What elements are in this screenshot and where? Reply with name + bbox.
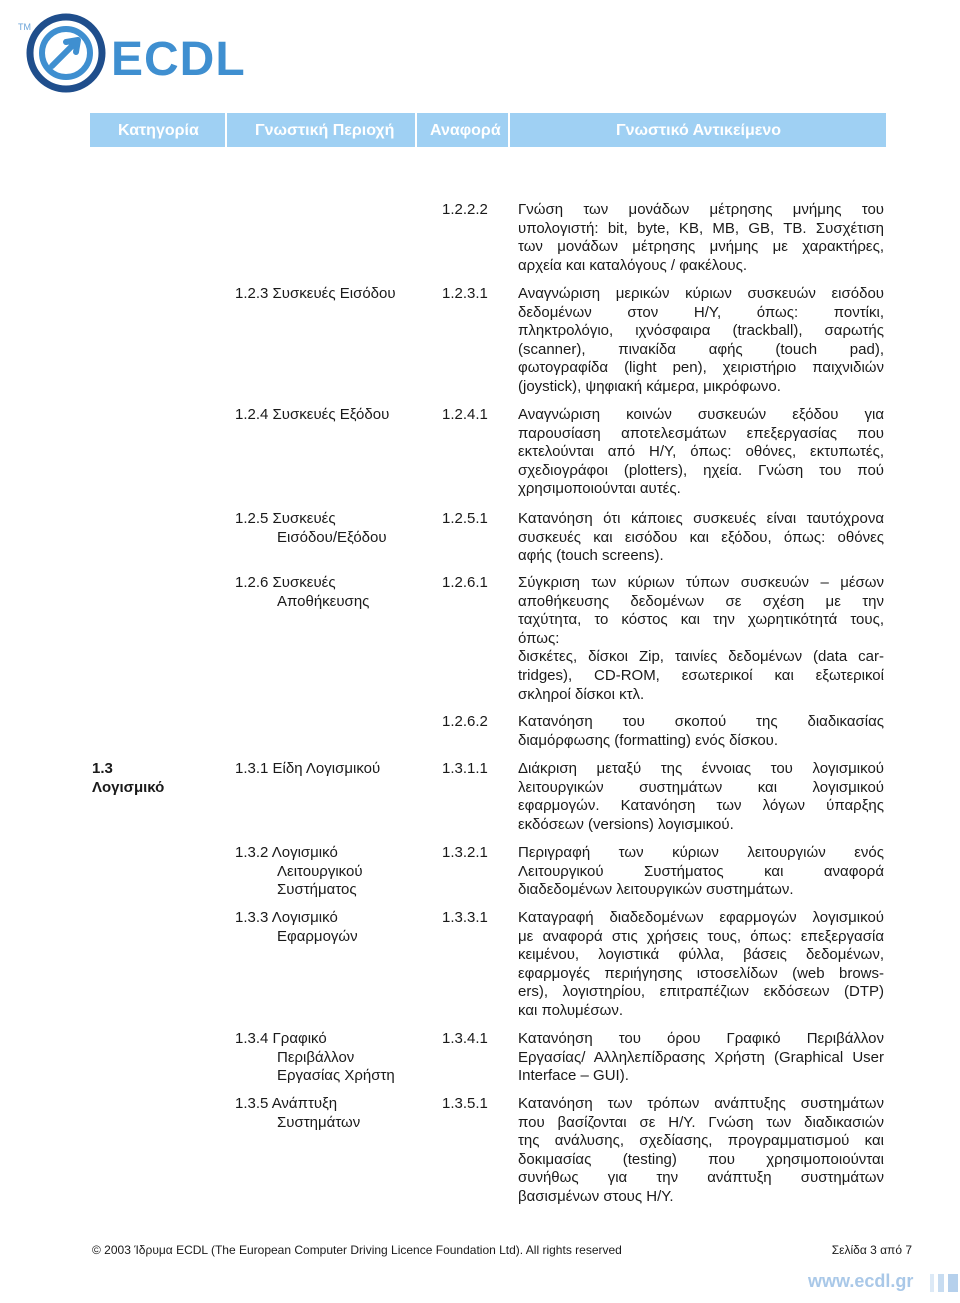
knowledge-area-line: 1.2.4 Συσκευές Εξόδου xyxy=(235,406,390,423)
knowledge-area-line: Περιβάλλον xyxy=(277,1048,355,1066)
knowledge-area-line: 1.3.2 Λογισμικό xyxy=(235,844,338,861)
knowledge-item-line: συνήθως για την ανάπτυξη συστημάτων xyxy=(518,1169,884,1187)
row-knowledge-item xyxy=(518,760,884,834)
row-knowledge-item xyxy=(518,574,884,704)
knowledge-item-line: Αναγνώριση κοινών συσκευών εξόδου για xyxy=(518,406,884,423)
knowledge-area-line: Συστημάτων xyxy=(277,1113,361,1131)
header-reference: Αναφορά xyxy=(430,122,501,139)
row-knowledge-item xyxy=(518,713,884,750)
ecdl-logo xyxy=(8,8,248,98)
knowledge-area-line: Συστήματος xyxy=(277,881,357,899)
knowledge-item-line: συσκευές και εισόδου και εξόδου, όπως: οθόνες xyxy=(518,528,884,546)
knowledge-area-line: 1.2.6 Συσκευές xyxy=(235,574,336,591)
row-knowledge-area xyxy=(235,510,435,547)
header-category: Κατηγορία xyxy=(118,122,199,139)
knowledge-area-line: Αποθήκευσης xyxy=(277,592,370,610)
knowledge-item-line: εφαρμογών. Κατανόηση των λόγων ύπαρξης xyxy=(518,797,884,815)
knowledge-item-line: σκληροί δίσκοι κτλ. xyxy=(518,685,645,703)
knowledge-item-line: της ανάλυσης, σχεδίασης, προγραμματισμού και xyxy=(518,1132,884,1150)
row-knowledge-area xyxy=(235,909,435,946)
knowledge-item-line: πληκτρολόγιο, ιχνόσφαιρα (trackball), σαρωτής xyxy=(518,322,884,340)
knowledge-area-line: Εργασίας Χρήστη xyxy=(277,1067,395,1085)
page-footer xyxy=(92,1243,912,1257)
table-header xyxy=(90,113,886,147)
knowledge-item-line: Γνώση των μονάδων μέτρησης μνήμης του xyxy=(518,201,884,218)
knowledge-area-line: 1.3.5 Ανάπτυξη xyxy=(235,1095,338,1112)
header-divider xyxy=(508,113,510,147)
knowledge-item-line: Διάκριση μεταξύ της έννοιας του λογισμικού xyxy=(518,760,884,777)
logo-wordmark: ECDL xyxy=(111,33,246,86)
row-knowledge-area xyxy=(235,285,435,304)
row-knowledge-item xyxy=(518,201,884,275)
knowledge-item-line: υπολογιστή: bit, byte, KB, MB, GB, TB. Συσχέτιση xyxy=(518,219,884,237)
knowledge-item-line: Αναγνώριση μερικών κύριων συσκευών εισόδου xyxy=(518,285,884,302)
knowledge-item-line: αποθήκευσης δεδομένων σε σχέση με την xyxy=(518,592,884,610)
knowledge-item-line: των μονάδων μέτρησης μνήμης με χαρακτήρες, xyxy=(518,238,884,256)
knowledge-item-line: εκτελούνται από Η/Υ, όπως: οθόνες, εκτυπωτές, xyxy=(518,443,884,461)
knowledge-area-line: Λειτουργικού xyxy=(277,862,363,880)
knowledge-item-line: ταχύτητα, το κόστος και την χωρητικότητά τους, xyxy=(518,611,884,629)
footer-url[interactable]: www.ecdl.gr xyxy=(808,1271,914,1291)
row-reference: 1.2.6.2 xyxy=(442,713,488,730)
row-knowledge-area xyxy=(235,574,435,611)
knowledge-area-line: Εισόδου/Εξόδου xyxy=(277,528,387,546)
knowledge-item-line: tridges), CD-ROM, εσωτερικοί και εξωτερικοί xyxy=(518,666,884,684)
header-knowledge-item: Γνωστικό Αντικείμενο xyxy=(616,122,782,139)
knowledge-item-line: Λειτουργικού Συστήματος και αναφορά xyxy=(518,862,884,880)
row-reference: 1.2.2.2 xyxy=(442,201,488,218)
row-knowledge-item xyxy=(518,844,884,900)
row-knowledge-area xyxy=(235,1030,435,1086)
knowledge-item-line: και πολυμέσων. xyxy=(518,1001,623,1019)
row-reference: 1.3.3.1 xyxy=(442,909,488,926)
globe-icon xyxy=(16,8,116,98)
knowledge-item-line: Σύγκριση των κύριων τύπων συσκευών – μέσων xyxy=(518,574,884,591)
knowledge-item-line: Περιγραφή των κύριων λειτουργιών ενός xyxy=(518,844,884,861)
row-reference: 1.3.4.1 xyxy=(442,1030,488,1047)
row-knowledge-item xyxy=(518,1095,884,1207)
knowledge-item-line: διαμόρφωσης (formatting) ενός δίσκου. xyxy=(518,731,779,749)
knowledge-item-line: αφής (touch screens). xyxy=(518,547,664,565)
knowledge-item-line: με αναφορά στις χρήσεις τους, όπως: επεξεργασία xyxy=(518,927,884,945)
knowledge-item-line: που βασίζονται σε Η/Υ. Γνώση των διαδικασιών xyxy=(518,1113,884,1131)
trademark-mark: TM xyxy=(18,22,31,32)
knowledge-item-line: δεδομένων στον Η/Υ, όπως: ποντίκι, xyxy=(518,303,884,321)
row-reference: 1.2.5.1 xyxy=(442,510,488,527)
row-knowledge-item xyxy=(518,510,884,566)
header-divider xyxy=(225,113,227,147)
row-knowledge-item xyxy=(518,909,884,1021)
knowledge-item-line: ers), λογιστηρίου, επιτραπέζιων εκδόσεων (DTP) xyxy=(518,983,884,1001)
knowledge-item-line: παρουσίαση αποτελεσμάτων επεξεργασίας που xyxy=(518,424,884,442)
knowledge-item-line: Κατανόηση του όρου Γραφικό Περιβάλλον xyxy=(518,1030,884,1047)
page-number: Σελίδα 3 από 7 xyxy=(831,1243,912,1257)
knowledge-item-line: εκδόσεων (versions) λογισμικού. xyxy=(518,815,734,833)
knowledge-item-line: σχεδιογράφοι (plotters), ηχεία. Γνώση του πού xyxy=(518,461,884,479)
knowledge-item-line: αρχεία και καταλόγους / φακέλους. xyxy=(518,256,747,274)
knowledge-item-line: χρησιμοποιούνται αυτές. xyxy=(518,480,681,498)
row-knowledge-item xyxy=(518,1030,884,1086)
row-knowledge-item xyxy=(518,406,884,499)
knowledge-area-line: Εφαρμογών xyxy=(277,927,358,945)
knowledge-area-line: 1.2.5 Συσκευές xyxy=(235,510,336,527)
knowledge-item-line: Κατανόηση των τρόπων ανάπτυξης συστημάτων xyxy=(518,1095,884,1112)
row-reference: 1.3.2.1 xyxy=(442,844,488,861)
header-knowledge-area: Γνωστική Περιοχή xyxy=(255,122,395,139)
knowledge-area-line: 1.3.3 Λογισμικό xyxy=(235,909,338,926)
knowledge-item-line: Καταγραφή διαδεδομένων εφαρμογών λογισμικού xyxy=(518,909,884,926)
knowledge-item-line: δισκέτες, δίσκοι Zip, ταινίες δεδομένων (data car- xyxy=(518,648,884,666)
row-knowledge-area xyxy=(235,1095,435,1132)
row-category: 1.3 Λογισμικό xyxy=(92,760,165,796)
row-reference: 1.2.6.1 xyxy=(442,574,488,591)
knowledge-area-line: 1.2.3 Συσκευές Εισόδου xyxy=(235,285,396,302)
row-reference: 1.2.3.1 xyxy=(442,285,488,302)
row-knowledge-area xyxy=(235,760,435,779)
knowledge-area-line: 1.3.1 Είδη Λογισμικού xyxy=(235,760,381,777)
knowledge-item-line: φωτογραφίδα (light pen), χειριστήριο παιχνιδιών xyxy=(518,359,884,377)
knowledge-item-line: Κατανόηση ότι κάποιες συσκευές είναι ταυτόχρονα xyxy=(518,510,884,527)
copyright-text: © 2003 Ίδρυμα ECDL (The European Computer Driving Licence Foundation Ltd). All rights reserved xyxy=(92,1243,622,1257)
knowledge-item-line: λειτουργικών συστημάτων και λογισμικού xyxy=(518,778,884,796)
row-knowledge-area xyxy=(235,844,435,900)
knowledge-item-line: (joystick), ψηφιακή κάμερα, μικρόφωνο. xyxy=(518,377,781,395)
row-knowledge-area xyxy=(235,406,435,425)
knowledge-item-line: κειμένου, λογιστικά φύλλα, βάσεις δεδομένων, xyxy=(518,946,884,964)
knowledge-item-line: Κατανόηση του σκοπού της διαδικασίας xyxy=(518,713,884,730)
row-reference: 1.3.1.1 xyxy=(442,760,488,777)
knowledge-item-line: βασισμένων στους Η/Υ. xyxy=(518,1187,674,1205)
knowledge-area-line: 1.3.4 Γραφικό xyxy=(235,1030,327,1047)
knowledge-item-line: Εργασίας/ Αλληλεπίδρασης Χρήστη (Graphical User xyxy=(518,1048,884,1066)
row-reference: 1.3.5.1 xyxy=(442,1095,488,1112)
knowledge-item-line: όπως: xyxy=(518,629,560,647)
knowledge-item-line: Interface – GUI). xyxy=(518,1067,629,1085)
knowledge-item-line: δοκιμασίας (testing) που χρησιμοποιούνται xyxy=(518,1150,884,1168)
header-divider xyxy=(415,113,417,147)
knowledge-item-line: διαδεδομένων λειτουργικών συστημάτων. xyxy=(518,881,794,899)
row-reference: 1.2.4.1 xyxy=(442,406,488,423)
row-knowledge-item xyxy=(518,285,884,397)
knowledge-item-line: εφαρμογές περιήγησης ιστοσελίδων (web brows- xyxy=(518,964,884,982)
knowledge-item-line: (scanner), πινακίδα αφής (touch pad), xyxy=(518,340,884,358)
